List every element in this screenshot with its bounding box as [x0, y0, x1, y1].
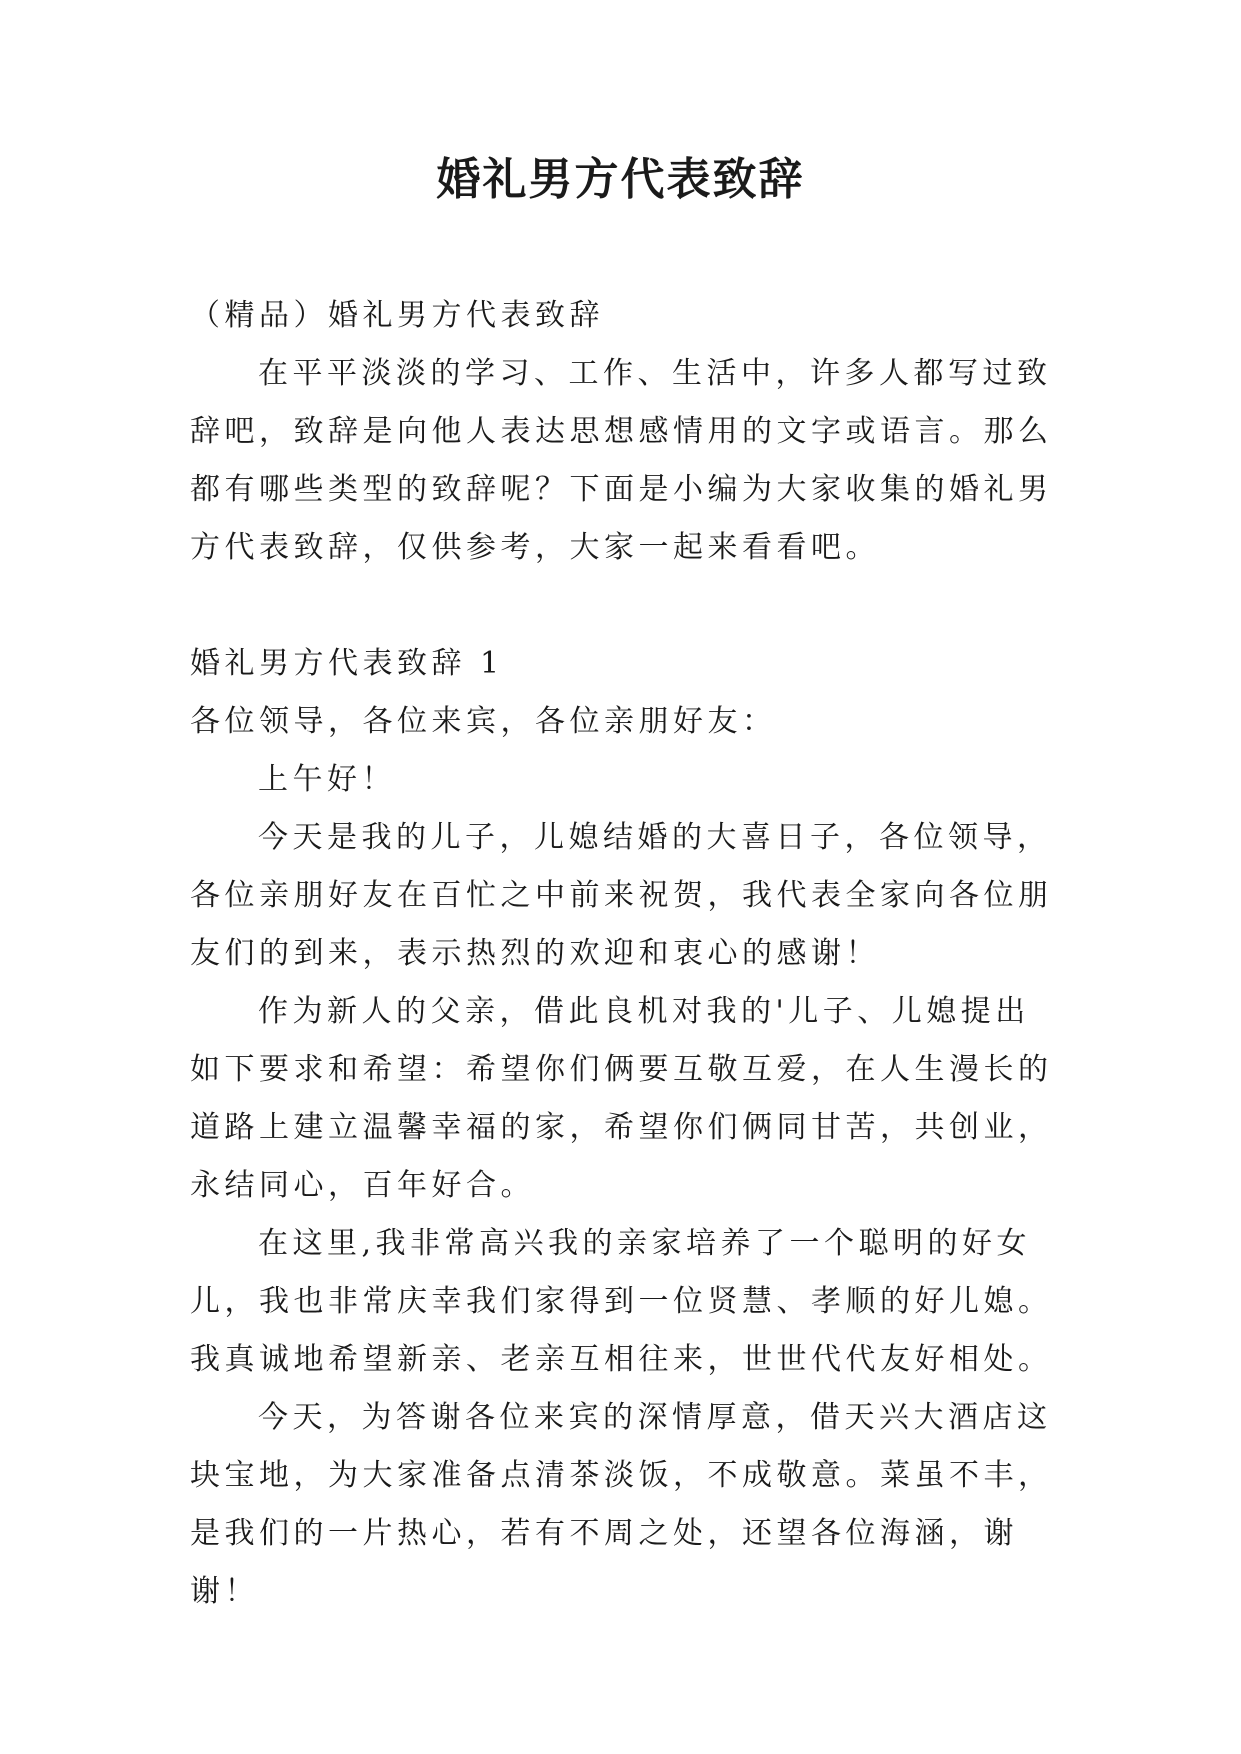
salutation: 各位领导，各位来宾，各位亲朋好友：: [190, 704, 777, 739]
body-paragraph: 作为新人的父亲，借此良机对我的'儿子、儿媳提出如下要求和希望：希望你们俩要互敬互爱，在人生漫长的道路上建立温馨幸福的家，希望你们俩同甘苦，共创业，永结同心，百年好合。: [190, 994, 1053, 1203]
document-subtitle: （精品）婚礼男方代表致辞: [190, 298, 604, 333]
body-paragraph: 今天，为答谢各位来宾的深情厚意，借天兴大酒店这块宝地，为大家准备点清茶淡饭，不成敬意。菜虽不丰，是我们的一片热心，若有不周之处，还望各位海涵，谢谢！: [190, 1400, 1053, 1609]
body-paragraph: 今天是我的儿子，儿媳结婚的大喜日子，各位领导，各位亲朋好友在百忙之中前来祝贺，我代表全家向各位朋友们的到来，表示热烈的欢迎和衷心的感谢！: [190, 820, 1053, 971]
section-heading: 婚礼男方代表致辞 1: [190, 646, 504, 681]
greeting: 上午好！: [258, 762, 396, 797]
intro-paragraph: 在平平淡淡的学习、工作、生活中，许多人都写过致辞吧，致辞是向他人表达思想感情用的文字或语言。那么都有哪些类型的致辞呢？下面是小编为大家收集的婚礼男方代表致辞，仅供参考，大家一起来看看吧。: [190, 356, 1053, 565]
document-body: [190, 287, 1060, 1621]
page-title: 婚礼男方代表致辞: [436, 154, 805, 205]
body-paragraph: 在这里,我非常高兴我的亲家培养了一个聪明的好女儿，我也非常庆幸我们家得到一位贤慧、孝顺的好儿媳。我真诚地希望新亲、老亲互相往来，世世代代友好相处。: [190, 1226, 1053, 1377]
